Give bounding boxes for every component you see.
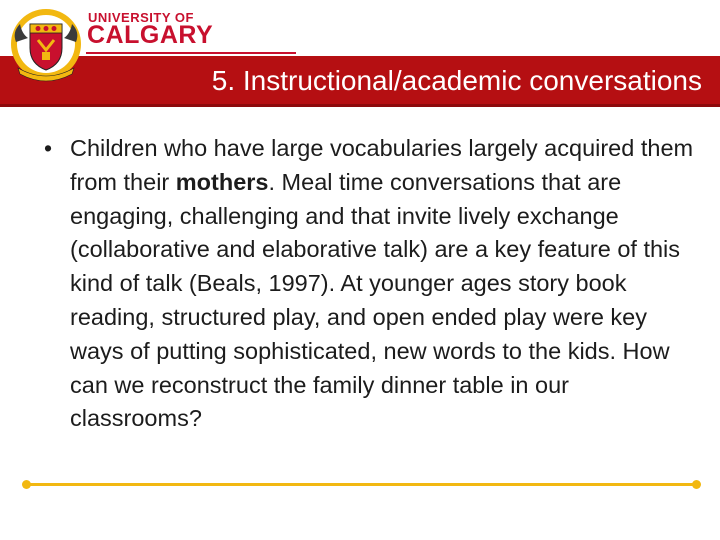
bullet-text-part2: . Meal time conversations that are engaging, challenging and that invite lively exchange (collaborative and elaborative talk) are a key feature of this kind of talk (Beals, 1997). At younger ages story book reading, structured play, and open ended play were key ways of putting sophisticated, new words to the kids. How can we reconstruct the family dinner table in our classrooms? xyxy=(70,168,681,432)
gold-divider xyxy=(26,483,696,486)
university-logo xyxy=(8,4,214,84)
slide-title: 5. Instructional/academic conversations xyxy=(211,65,702,96)
university-wordmark-top: UNIVERSITY OF xyxy=(88,10,194,25)
logo-underline xyxy=(86,52,296,54)
university-wordmark-name: CALGARY xyxy=(87,21,214,49)
bullet-text-part1: Children who have large vocabularies largely acquired them from their xyxy=(70,135,694,195)
bullet-bold-word: mothers xyxy=(175,168,269,195)
bullet-item xyxy=(44,132,694,436)
rule-right-dot xyxy=(692,480,701,489)
university-crest-icon xyxy=(8,4,86,84)
slide-body xyxy=(44,132,694,436)
bullet-icon: • xyxy=(44,135,53,161)
